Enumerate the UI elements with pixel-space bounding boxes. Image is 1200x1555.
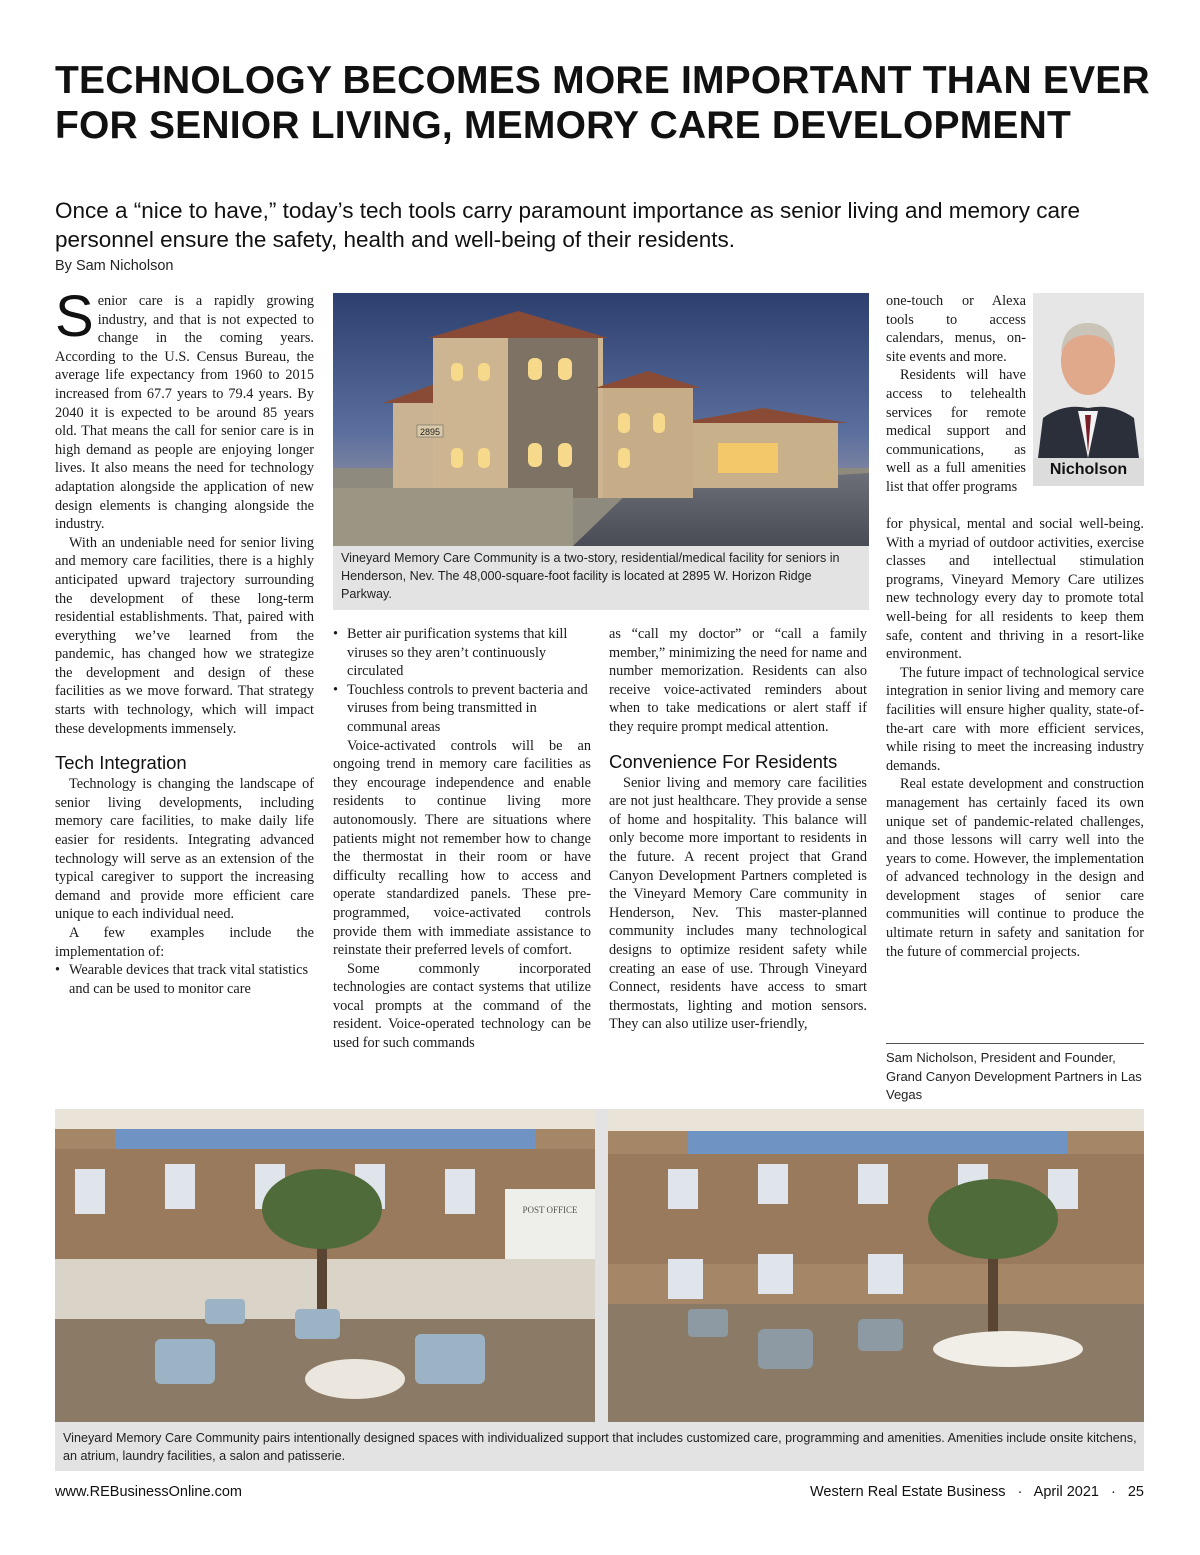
atrium-right-illustration [608, 1109, 1144, 1422]
figure-caption: Vineyard Memory Care Community pairs intentionally designed spaces with individualized support that includes customized care, programming and amenities. Amenities include onsite kitchens, an atrium, laundry facilities, a salon and patisserie. [63, 1431, 1137, 1463]
footer-page-number: 25 [1127, 1484, 1144, 1500]
bullet-list [333, 625, 591, 737]
drop-cap: S [55, 284, 94, 349]
bio-divider [886, 1043, 1144, 1044]
author-bio: Sam Nicholson, President and Founder, Grand Canyon Development Partners in Las Vegas [886, 1050, 1142, 1102]
exterior-photo [333, 293, 869, 546]
footer-issue: April 2021 [1033, 1484, 1099, 1500]
paragraph: for physical, mental and social well-being. With a myriad of outdoor activities, exercise classes and intellectual stimulation programs, Vineyard Memory Care utilizes new technology every day to promote total well-being for all residents to keep them safe, content and thriving in a resort-like environment. [886, 516, 1144, 663]
paragraph-text: enior care is a rapidly growing industry, and that is not expected to change in the coming years. According to the U.S. Census Bureau, the average life expectancy from 1960 to 2015 increased from 67.7 years to 79.4 years. By 2040 it is expected to be around 85 years old. That means the call for senior care is in high demand as people are enjoying longer lives. It also means the need for technology adaptation alongside the application of new design elements is changing alongside the industry. [55, 293, 314, 533]
subhead-tech-integration: Tech Integration [55, 752, 187, 774]
figure-exterior [333, 293, 869, 610]
portrait-photo [1033, 293, 1144, 458]
bullet-item: • Touchless controls to prevent bacteria and viruses from being transmitted in communal areas [333, 681, 591, 737]
footer-publication-info [810, 1484, 1144, 1500]
bullet-item: • Wearable devices that track vital statistics and can be used to monitor care [55, 961, 314, 998]
exterior-photo-illustration [333, 293, 869, 546]
paragraph [55, 284, 314, 534]
subhead-convenience: Convenience For Residents [609, 750, 838, 772]
byline: By Sam Nicholson [55, 258, 174, 274]
footer-publication: Western Real Estate Business [809, 1484, 1006, 1500]
footer-url: www.REBusinessOnline.com [55, 1484, 242, 1500]
column-3 [609, 625, 867, 1034]
paragraph: The future impact of technological service integration in senior living and memory care facilities will ensure higher quality, state-of-the-art care with more efficient services, while rising to meet the increasing industry demands. [886, 664, 1144, 774]
column-1 [55, 284, 314, 998]
figure-caption: Vineyard Memory Care Community is a two-story, residential/medical facility for seniors in Henderson, Nev. The 48,000-square-foot facility is located at 2895 W. Horizon Ridge Parkway. [341, 551, 840, 601]
column-4-narrow [886, 292, 1026, 497]
atrium-left-illustration [55, 1109, 595, 1422]
footer-separator: · [1110, 1484, 1116, 1500]
address-sign: 2895 [419, 427, 441, 437]
bullet-list [55, 961, 314, 998]
paragraph: Senior living and memory care facilities are not just healthcare. They provide a sense of home and hospitality. This balance will only become more important to residents in the future. A recent project that Grand Canyon Development Partners completed is the Vineyard Memory Care community in Henderson, Nev. This master-planned community includes many technological designs to optimize resident safety while creating an ease of use. Through Vineyard Connect, residents have access to smart thermostats, lighting and motion sensors. They can also utilize user-friendly, [609, 774, 867, 1033]
paragraph: one-touch or Alexa tools to access calendars, menus, on-site events and more. [886, 293, 1026, 365]
figure-atrium [55, 1109, 1144, 1471]
paragraph: Some commonly incorporated technologies are contact systems that utilize vocal prompts at the command of the resident. Voice-operated technology can be used for such commands [333, 960, 591, 1052]
atrium-sign: POST OFFICE [522, 1205, 578, 1215]
paragraph: Residents will have access to telehealth services for remote medical support and communications, as well as a full amenities list that offer programs [886, 367, 1026, 495]
atrium-photo-right [608, 1109, 1144, 1422]
paragraph: Technology is changing the landscape of senior living developments, including memory care facilities, to make daily life easier for residents. Integrating advanced technology will serve as an extension of the typical caregiver to support the increasing demand and provide more efficient care unique to each individual need. [55, 776, 314, 923]
column-4 [886, 515, 1144, 961]
paragraph: Real estate development and construction management has certainly faced its own unique set of pandemic-related challenges, and those lessons will carry well into the years to come. However, the implementation of advanced technology in the design and development stages of senior care communities will continue to produce the ultimate return in safety and sanitation for the future of commercial projects. [886, 776, 1144, 960]
portrait-name: Nicholson [1049, 461, 1128, 478]
column-2 [333, 625, 591, 1053]
deck: Once a “nice to have,” today’s tech tools carry paramount importance as senior living and memory care personnel ensure the safety, health and well-being of their residents. [55, 198, 1081, 252]
paragraph: With an undeniable need for senior living and memory care facilities, there is a highly anticipated upward trajectory surrounding the development of these long-term residential establishments. That, paired with everything we’ve learned from the pandemic, has changed how we strategize the development and design of these facilities as we move forward. That strategy starts with technology, which will impact these developments immensely. [55, 534, 314, 737]
bullet-item: • Better air purification systems that kill viruses so they aren’t continuously circulated [333, 625, 591, 681]
atrium-photo-left [55, 1109, 595, 1422]
paragraph: A few examples include the implementation of: [55, 925, 314, 960]
footer-separator: · [1017, 1484, 1023, 1500]
paragraph: as “call my doctor” or “call a family member,” minimizing the need for name and number memorization. Residents can also receive voice-activated reminders about when to take medications or alert staff if they require prompt medical attention. [609, 626, 867, 735]
author-portrait [1033, 293, 1144, 486]
headline: TECHNOLOGY BECOMES MORE IMPORTANT THAN EVER FOR SENIOR LIVING, MEMORY CARE DEVELOPMENT [55, 59, 1150, 147]
paragraph: Voice-activated controls will be an ongoing trend in memory care facilities as they encourage independence and enable residents to continue living more autonomously. There are situations where patients might not remember how to change the thermostat in their room or have difficulty recalling how to access and operate standardized panels. These pre-programmed, voice-activated controls provide them with immediate assistance to reinstate their preferred levels of comfort. [333, 737, 591, 959]
